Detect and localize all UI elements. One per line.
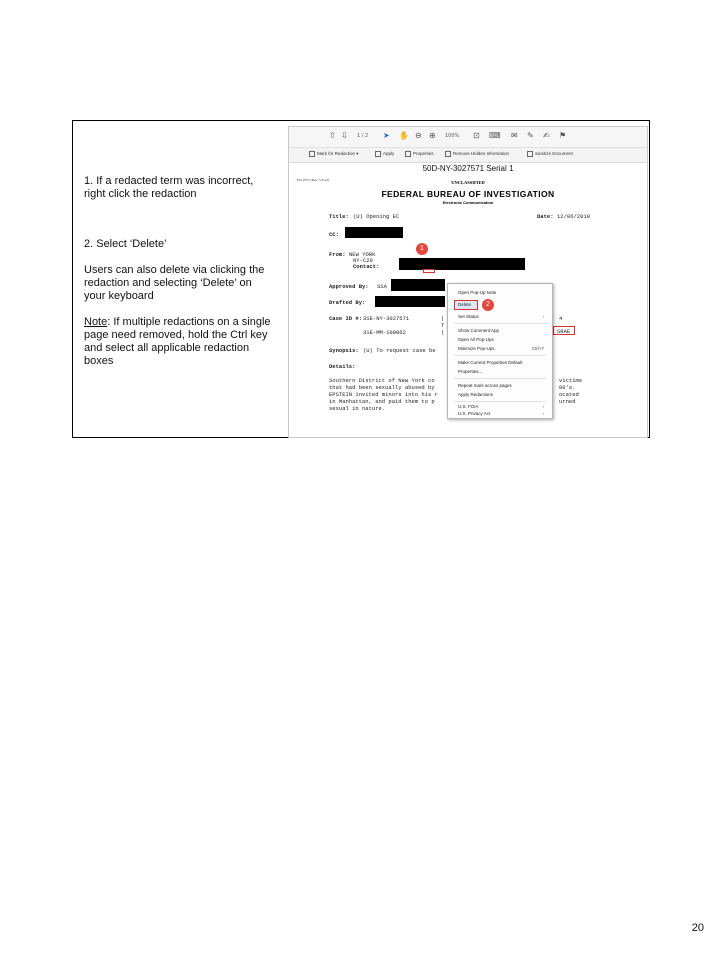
from-value-1: NEW YORK <box>349 251 376 258</box>
context-menu <box>447 283 553 419</box>
redaction-box-approved[interactable] <box>391 279 445 291</box>
hand-tool-icon[interactable]: ✋ <box>399 131 409 140</box>
details-tail: urned <box>559 398 576 405</box>
instruction-note <box>84 316 274 368</box>
menu-item-us-foia[interactable]: U.S. FOIA <box>458 404 479 409</box>
from-value-2: NY-C20 <box>353 257 373 264</box>
date-label: Date: <box>537 213 554 220</box>
redact-icon <box>309 151 315 157</box>
synopsis-value: (U) To request case be <box>363 347 436 354</box>
details-tail: 00's. <box>559 384 576 391</box>
page-up-icon[interactable]: ⇧ <box>329 131 336 140</box>
details-line: in Manhattan, and paid them to p <box>329 398 435 405</box>
approved-label: Approved By: <box>329 283 369 290</box>
cc-label: CC: <box>329 231 339 238</box>
form-id: FD-1057 (Rev. 5-8-10) <box>297 178 330 182</box>
tag-icon[interactable]: ⚑ <box>559 131 567 140</box>
mark-for-redaction-button[interactable]: Mark for Redaction ▾ <box>309 151 359 157</box>
apply-icon <box>375 151 381 157</box>
menu-separator <box>454 378 546 379</box>
case-value-2: 31E-MM-108062 <box>363 329 406 336</box>
fit-page-icon[interactable]: ⊡ <box>473 131 480 140</box>
select-cursor-icon[interactable]: ➤ <box>383 131 390 140</box>
document-subtitle: Electronic Communication <box>442 200 494 205</box>
instruction-alt: Users can also delete via clicking the redaction and selecting ‘Delete’ on your keyboard <box>84 264 265 302</box>
details-tail: ocated <box>559 391 579 398</box>
contact-label: Contact: <box>353 263 380 270</box>
case-t: T <box>441 322 445 329</box>
redaction-box-drafted[interactable] <box>375 296 445 307</box>
menu-item-properties[interactable]: Properties... <box>458 369 483 374</box>
sanitize-button[interactable]: Sanitize Document <box>527 151 573 157</box>
from-label: From: <box>329 251 346 258</box>
main-toolbar <box>289 127 647 148</box>
pen-icon[interactable]: ✎ <box>527 131 534 140</box>
instruction-step-2: 2. Select ‘Delete’ <box>84 238 167 250</box>
minimize-shortcut: Ctrl+7 <box>531 346 544 351</box>
case-value-1: 31E-NY-3027571 <box>363 315 410 322</box>
apply-button[interactable]: Apply <box>375 151 394 157</box>
drafted-label: Drafted By: <box>329 299 366 306</box>
properties-button[interactable]: Properties <box>405 151 434 157</box>
title-value: (U) Opening EC <box>353 213 400 220</box>
details-tail: victims <box>559 377 583 384</box>
case-suffix-2: SRAE <box>557 328 571 335</box>
approved-value: SSA <box>377 283 387 290</box>
note-text: : If multiple redactions on a single page need removed, hold the Ctrl key and select all applicable redaction boxes <box>84 316 271 367</box>
menu-item-minimize-popups[interactable]: Minimize Pop-Ups <box>458 346 495 351</box>
page-down-icon[interactable]: ⇩ <box>341 131 348 140</box>
details-line: sexual in nature. <box>329 405 386 412</box>
menu-item-us-privacy-act[interactable]: U.S. Privacy Act <box>458 411 491 416</box>
details-label: Details: <box>329 363 356 370</box>
page-indicator[interactable]: 1 / 2 <box>357 133 369 139</box>
menu-item-open-popup-note[interactable]: Open Pop-Up Note <box>458 290 497 295</box>
submenu-arrow: › <box>542 314 544 319</box>
instruction-step-1: 1. If a redacted term was incorrect, right click the redaction <box>84 175 254 200</box>
case-label: Case ID #: <box>329 315 363 322</box>
remove-hidden-button[interactable]: Remove Hidden Information <box>445 151 509 157</box>
menu-item-set-status[interactable]: Set Status <box>458 314 479 319</box>
menu-separator <box>454 401 546 402</box>
submenu-arrow: › <box>542 411 544 416</box>
case-paren-1: ( <box>441 315 445 322</box>
menu-separator <box>454 323 546 324</box>
zoom-in-icon[interactable]: ⊕ <box>429 131 436 140</box>
date-value: 12/06/2018 <box>557 213 591 220</box>
title-label: Title: <box>329 213 349 220</box>
remove-hidden-icon <box>445 151 451 157</box>
submenu-arrow: › <box>542 404 544 409</box>
menu-item-open-all-popups[interactable]: Open All Pop-Ups <box>458 337 494 342</box>
slide-page-number: 20 <box>691 922 704 934</box>
menu-item-delete[interactable]: Delete <box>458 302 472 307</box>
sign-icon[interactable]: ✍ <box>543 131 550 140</box>
selected-redaction-outline[interactable] <box>423 269 435 273</box>
redaction-box-cc[interactable] <box>345 227 403 238</box>
zoom-out-icon[interactable]: ⊖ <box>415 131 422 140</box>
zoom-level[interactable]: 100% <box>445 133 460 139</box>
case-paren-2: ( <box>441 329 445 336</box>
redaction-toolbar <box>289 148 647 163</box>
acrobat-screenshot <box>288 126 648 438</box>
menu-item-show-comment-app[interactable]: Show Comment App <box>458 328 500 333</box>
menu-item-repeat-mark[interactable]: Repeat mark across pages <box>458 383 512 388</box>
sanitize-icon <box>527 151 533 157</box>
keyboard-icon[interactable]: ⌨ <box>489 131 501 140</box>
note-label: Note <box>84 316 108 328</box>
redaction-box-contact[interactable] <box>399 258 525 270</box>
step-badge-2: 2 <box>482 299 494 311</box>
details-line: Southern District of New York co <box>329 377 435 384</box>
properties-icon <box>405 151 411 157</box>
agency-name: FEDERAL BUREAU OF INVESTIGATION <box>381 189 555 199</box>
synopsis-label: Synopsis: <box>329 347 359 354</box>
menu-separator <box>454 355 546 356</box>
menu-item-apply-redactions[interactable]: Apply Redactions <box>458 392 494 397</box>
case-suffix-1: 4 <box>559 315 563 322</box>
menu-item-make-default[interactable]: Make Current Properties Default <box>458 360 523 365</box>
document-header-title: 50D-NY-3027571 Serial 1 <box>422 164 514 173</box>
details-line: EPSTEIN invited minors into his r <box>329 391 438 398</box>
step-badge-1: 1 <box>416 243 428 255</box>
details-line: that had been sexually abused by <box>329 384 435 391</box>
document-page <box>289 163 647 437</box>
classification: UNCLASSIFIED <box>451 180 485 185</box>
comment-icon[interactable]: ✉ <box>511 131 518 140</box>
